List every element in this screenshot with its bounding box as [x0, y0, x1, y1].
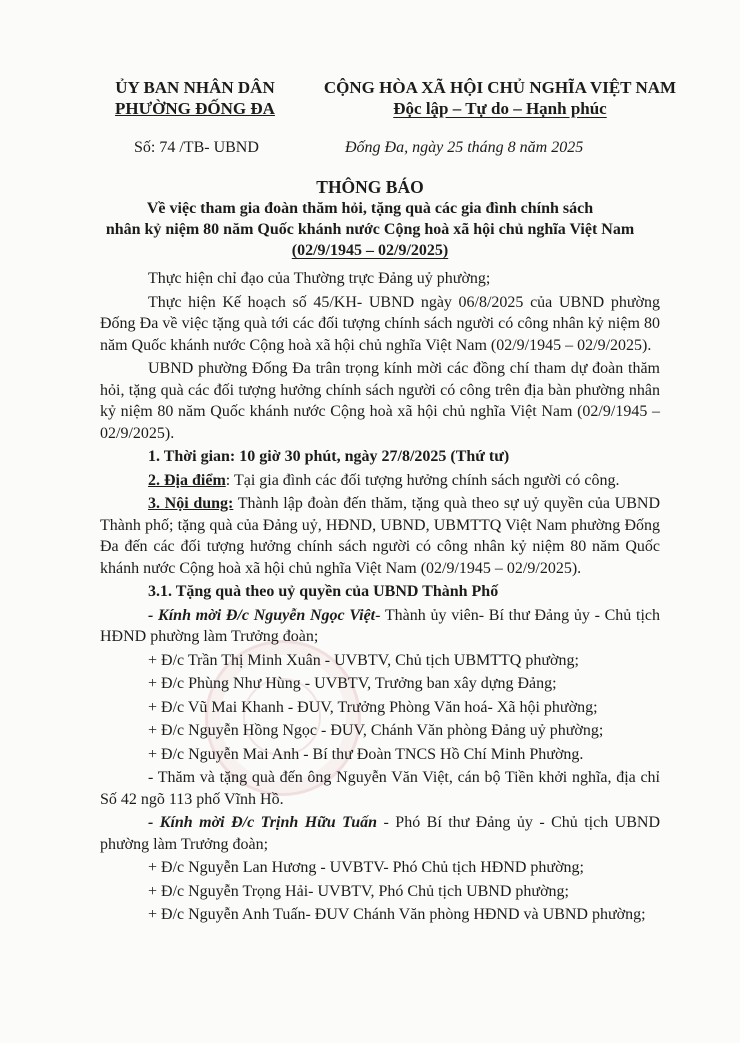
- group-1-member: + Đ/c Vũ Mai Khanh - ĐUV, Trưởng Phòng Văn hoá- Xã hội phường;: [148, 698, 598, 716]
- group-2-member: + Đ/c Nguyễn Trọng Hải- UVBTV, Phó Chủ tịch UBND phường;: [148, 882, 569, 900]
- document-body: [100, 268, 660, 928]
- item-place: [100, 470, 660, 492]
- subject-line-3: (02/9/1945 – 02/9/2025): [291, 242, 449, 259]
- document-title-block: [80, 176, 660, 261]
- group-1-member: + Đ/c Nguyễn Mai Anh - Bí thư Đoàn TNCS Hồ Chí Minh Phường.: [148, 745, 584, 763]
- time-value: 10 giờ 30 phút, ngày 27/8/2025 (Thứ tư): [239, 448, 510, 465]
- place-label: 2. Địa điểm: [148, 471, 226, 489]
- time-label: 1. Thời gian:: [148, 448, 236, 465]
- group-1-member: + Đ/c Trần Thị Minh Xuân - UVBTV, Chủ tịch UBMTTQ phường;: [148, 651, 579, 669]
- group-2-member: + Đ/c Nguyễn Lan Hương - UVBTV- Phó Chủ tịch HĐND phường;: [148, 859, 584, 876]
- document-title: THÔNG BÁO: [316, 177, 424, 197]
- group-1-visit: - Thăm và tặng quà đến ông Nguyễn Văn Việt, cán bộ Tiền khởi nghĩa, địa chỉ Số 42 ngõ 113 phố Vĩnh Hồ.: [100, 769, 660, 808]
- country-name: CỘNG HÒA XÃ HỘI CHỦ NGHĨA VIỆT NAM: [323, 78, 677, 97]
- item-content: [100, 493, 660, 579]
- subject-line-2: nhân kỷ niệm 80 năm Quốc khánh nước Cộng hoà xã hội chủ nghĩa Việt Nam: [105, 221, 635, 238]
- national-heading: [300, 77, 700, 119]
- subject-line-1: Về việc tham gia đoàn thăm hỏi, tặng quà các gia đình chính sách: [146, 200, 594, 217]
- paragraph-plan: Thực hiện Kế hoạch số 45/KH- UBND ngày 06/8/2025 của UBND phường Đống Đa về việc tặng quà tới các đối tượng chính sách người có công nhân kỷ niệm 80 năm Quốc khánh nước Cộng hoà xã hội chủ nghĩa Việt Nam (02/9/1945 – 02/9/2025).: [100, 293, 660, 354]
- paragraph-invitation: UBND phường Đống Đa trân trọng kính mời các đồng chí tham dự đoàn thăm hỏi, tặng quà các đối tượng hưởng chính sách người có công trên địa bàn phường nhân kỷ niệm 80 năm Quốc khánh nước Cộng hoà xã hội chủ nghĩa Việt Nam (02/9/1945 – 02/9/2025).: [100, 360, 660, 442]
- org-line-1: ỦY BAN NHÂN DÂN: [115, 78, 275, 97]
- item-time: [100, 446, 660, 468]
- group-1-leader: [100, 605, 660, 648]
- issuing-authority: [100, 77, 290, 119]
- group-2-lead: - Kính mời Đ/c Trịnh Hữu Tuấn: [148, 814, 378, 831]
- group-1-rest: - Thành ủy viên- Bí thư Đảng ủy - Chủ tịch HĐND phường làm Trưởng đoàn;: [100, 606, 661, 645]
- group-1-lead: - Kính mời Đ/c Nguyễn Ngọc Việt: [148, 606, 376, 624]
- group-1-member: + Đ/c Phùng Như Hùng - UVBTV, Trưởng ban xây dựng Đảng;: [148, 675, 557, 692]
- place-value: : Tại gia đình các đối tượng hưởng chính sách người có công.: [225, 471, 620, 489]
- group-2-member: + Đ/c Nguyễn Anh Tuấn- ĐUV Chánh Văn phòng HĐND và UBND phường;: [148, 906, 646, 923]
- group-2-rest: - Phó Bí thư Đảng ủy - Chủ tịch UBND phường làm Trưởng đoàn;: [100, 814, 661, 853]
- group-2-leader: [100, 812, 660, 855]
- content-label: 3. Nội dung:: [148, 495, 234, 512]
- national-motto: Độc lập – Tự do – Hạnh phúc: [393, 99, 607, 118]
- document-number: Số: 74 /TB- UBND: [134, 139, 259, 156]
- group-1-member: + Đ/c Nguyễn Hồng Ngọc - ĐUV, Chánh Văn phòng Đảng uỷ phường;: [148, 722, 604, 739]
- org-line-2: PHƯỜNG ĐỐNG ĐA: [115, 99, 275, 118]
- place-and-date: Đống Đa, ngày 25 tháng 8 năm 2025: [345, 139, 584, 156]
- paragraph-directive: Thực hiện chỉ đạo của Thường trực Đảng uỷ phường;: [148, 270, 491, 287]
- section-heading-3-1: 3.1. Tặng quà theo uỷ quyền của UBND Thành Phố: [148, 583, 499, 600]
- content-value: Thành lập đoàn đến thăm, tặng quà theo sự uỷ quyền của UBND Thành phố; tặng quà của Đảng uỷ, HĐND, UBND, UBMTTQ Việt Nam phường Đống Đa đến các đối tượng hưởng chính sách người có công nhân kỷ niệm 80 năm Quốc khánh nước Cộng hoà xã hội chủ nghĩa Việt Nam (02/9/1945 – 02/9/2025).: [100, 495, 661, 577]
